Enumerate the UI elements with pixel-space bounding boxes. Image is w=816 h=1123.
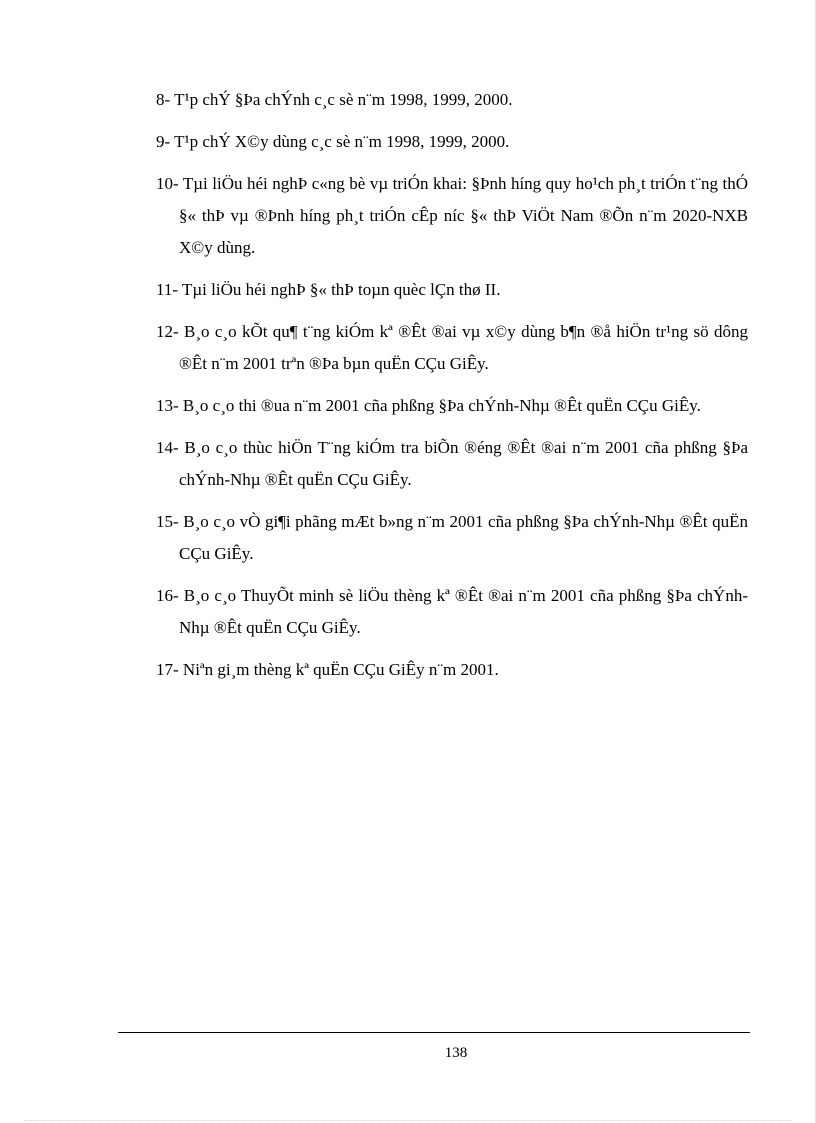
reference-item: 8- T¹p chÝ §Þa chÝnh c¸c sè n¨m 1998, 1999, 2000. xyxy=(156,90,513,109)
page-bottom-border xyxy=(24,1120,792,1121)
reference-item: 11- Tµi liÖu héi nghÞ §« thÞ toµn quèc lÇn thø II. xyxy=(156,280,501,299)
page-number: 138 xyxy=(444,1045,468,1061)
reference-item: 13- B¸o c¸o thi ®ua n¨m 2001 cña phßng §Þa chÝnh-Nhµ ®Êt quËn CÇu GiÊy. xyxy=(156,396,701,415)
reference-item: 12- B¸o c¸o kÕt qu¶ t¨ng kiÓm kª ®Êt ®ai vµ x©y dùng b¶n ®å hiÖn tr¹ng sö dông ®Êt n¨m 2001 trªn ®Þa bµn quËn CÇu GiÊy. xyxy=(156,322,748,373)
reference-item: 17- Niªn gi¸m thèng kª quËn CÇu GiÊy n¨m 2001. xyxy=(156,660,499,679)
reference-item: 16- B¸o c¸o ThuyÕt minh sè liÖu thèng kª ®Êt ®ai n¨m 2001 cña phßng §Þa chÝnh-Nhµ ®Êt quËn CÇu GiÊy. xyxy=(156,586,748,637)
reference-item: 14- B¸o c¸o thùc hiÖn T¨ng kiÓm tra biÕn ®éng ®Êt ®ai n¨m 2001 cña phßng §Þa chÝnh-Nhµ ®Êt quËn CÇu GiÊy. xyxy=(156,438,748,489)
footer-divider xyxy=(118,1032,750,1033)
reference-item: 15- B¸o c¸o vÒ gi¶i phãng mÆt b»ng n¨m 2001 cña phßng §Þa chÝnh-Nhµ ®Êt quËn CÇu GiÊy. xyxy=(156,512,748,563)
reference-item: 9- T¹p chÝ X©y dùng c¸c sè n¨m 1998, 1999, 2000. xyxy=(156,132,510,151)
reference-list xyxy=(156,84,748,696)
reference-item: 10- Tµi liÖu héi nghÞ c«ng bè vµ triÓn khai: §Þnh híng quy ho¹ch ph¸t triÓn t¨ng thÓ §« thÞ vµ ®Þnh híng ph¸t triÓn cÊp níc §« thÞ ViÖt Nam ®Õn n¨m 2020-NXB X©y dùng. xyxy=(156,174,748,257)
